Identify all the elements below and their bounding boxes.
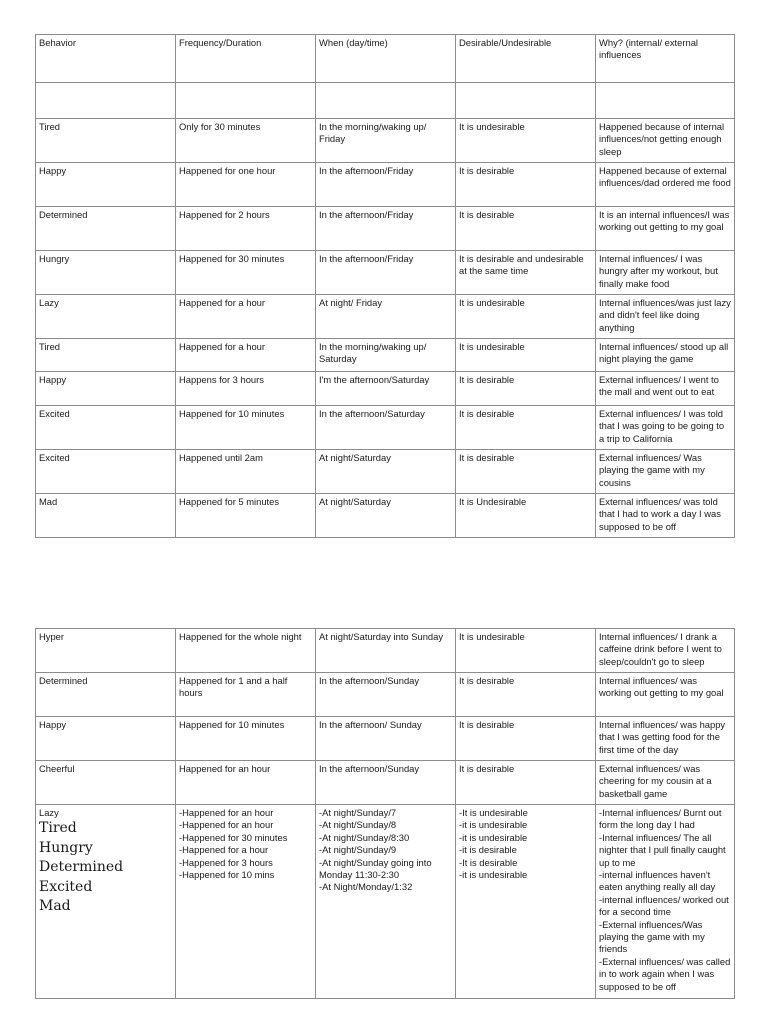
table-row [36, 251, 735, 295]
frequency-cell: Happened for an hour [176, 761, 316, 805]
header-frequency-duration: Frequency/Duration [176, 35, 316, 83]
behavior-cell: Tired [36, 119, 176, 163]
desirable-cell: It is undesirable [456, 119, 596, 163]
cell-line: -At night/Sunday/9 [319, 844, 397, 856]
desirable-cell: It is undesirable [456, 339, 596, 372]
why-cell: Internal influences/ was happy that I was getting food for the first time of the day [596, 717, 735, 761]
cell-line-large: Excited [39, 878, 93, 895]
frequency-cell: Happened for 5 minutes [176, 494, 316, 538]
frequency-cell: Happened for 1 and a half hours [176, 673, 316, 717]
why-cell: External influences/ I was told that I was going to be going to a trip to California [596, 406, 735, 450]
cell-line: -Happened for an hour [179, 807, 274, 818]
when-cell: In the afternoon/Sunday [316, 761, 456, 805]
behavior-cell: Hungry [36, 251, 176, 295]
frequency-cell: Happened for the whole night [176, 629, 316, 673]
when-cell [316, 805, 456, 999]
when-cell: In the morning/waking up/ Saturday [316, 339, 456, 372]
cell-line: -It is desirable [459, 856, 518, 868]
desirable-cell: It is undesirable [456, 629, 596, 673]
cell-line: -internal influences/ worked out for a second time [599, 893, 729, 918]
cell-line-large: Mad [39, 898, 71, 915]
when-cell: In the afternoon/Friday [316, 251, 456, 295]
frequency-cell: Happened for a hour [176, 295, 316, 339]
why-cell: External influences/ Was playing the game with my cousins [596, 450, 735, 494]
cell-line: -Internal influences/ The all nighter that I pull finally caught up to me [599, 831, 726, 868]
when-cell: At night/Saturday [316, 494, 456, 538]
when-cell: At night/ Friday [316, 295, 456, 339]
behavior-log-table-1 [35, 34, 735, 538]
desirable-cell: It is desirable [456, 372, 596, 406]
why-cell: Internal influences/ I was hungry after my workout, but finally make food [596, 251, 735, 295]
behavior-cell: Tired [36, 339, 176, 372]
table-row [36, 761, 735, 805]
cell-line: -internal influences haven't eaten anything really all day [599, 869, 716, 893]
why-cell: Internal influences/ I drank a caffeine drink before I went to sleep/couldn't go to sleep [596, 629, 735, 673]
behavior-cell [36, 83, 176, 119]
why-cell: External influences/ was told that I had to work a day I was supposed to be off [596, 494, 735, 538]
behavior-cell: Lazy [36, 295, 176, 339]
cell-line: -Happened for 3 hours [179, 856, 273, 868]
behavior-cell: Happy [36, 717, 176, 761]
desirable-cell [456, 805, 596, 999]
table-row [36, 207, 735, 251]
behavior-cell: Happy [36, 372, 176, 406]
table-row [36, 717, 735, 761]
when-cell: In the afternoon/ Sunday [316, 717, 456, 761]
cell-line-large: Tired [39, 820, 77, 837]
why-cell: Happened because of external influences/dad ordered me food [596, 163, 735, 207]
table-row [36, 629, 735, 673]
when-cell: I'm the afternoon/Saturday [316, 372, 456, 406]
cell-line: -External influences/Was playing the game with my friends [599, 918, 705, 955]
table-2-body [36, 629, 735, 999]
why-cell: Internal influences/was just lazy and didn't feel like doing anything [596, 295, 735, 339]
cell-line-large: Determined [39, 859, 124, 876]
frequency-cell: Happened for one hour [176, 163, 316, 207]
frequency-cell: Happened for a hour [176, 339, 316, 372]
behavior-cell: Happy [36, 163, 176, 207]
table-row [36, 494, 735, 538]
why-cell: Internal influences/ stood up all night playing the game [596, 339, 735, 372]
table-row [36, 295, 735, 339]
cell-line: -Happened for an hour [179, 819, 274, 831]
frequency-cell [176, 83, 316, 119]
cell-line: -it is undesirable [459, 831, 528, 843]
cell-line: -Internal influences/ Burnt out form the long day I had [599, 807, 722, 831]
table-row [36, 372, 735, 406]
table-1-body [36, 35, 735, 538]
desirable-cell: It is undesirable [456, 295, 596, 339]
desirable-cell: It is desirable [456, 207, 596, 251]
table-row-summary [36, 805, 735, 999]
when-cell: In the afternoon/Sunday [316, 673, 456, 717]
when-cell: At night/Saturday [316, 450, 456, 494]
frequency-cell: Happened for 2 hours [176, 207, 316, 251]
table-row [36, 83, 735, 119]
cell-line: -Happened for 30 minutes [179, 831, 288, 843]
desirable-cell [456, 83, 596, 119]
why-cell: External influences/ I went to the mall and went out to eat [596, 372, 735, 406]
header-why: Why? (internal/ external influences [596, 35, 735, 83]
behavior-cell: Cheerful [36, 761, 176, 805]
header-behavior: Behavior [36, 35, 176, 83]
cell-line: -At Night/Monday/1:32 [319, 881, 413, 893]
frequency-cell: Happened until 2am [176, 450, 316, 494]
cell-line: -It is undesirable [459, 807, 528, 818]
table-row [36, 406, 735, 450]
behavior-cell: Mad [36, 494, 176, 538]
desirable-cell: It is desirable and undesirable at the same time [456, 251, 596, 295]
desirable-cell: It is desirable [456, 406, 596, 450]
cell-line: -Happened for 10 mins [179, 869, 275, 881]
desirable-cell: It is desirable [456, 761, 596, 805]
when-cell: In the afternoon/Friday [316, 207, 456, 251]
when-cell: At night/Saturday into Sunday [316, 629, 456, 673]
cell-line: -At night/Sunday/8:30 [319, 831, 410, 843]
why-cell [596, 805, 735, 999]
when-cell: In the morning/waking up/ Friday [316, 119, 456, 163]
table-row [36, 339, 735, 372]
desirable-cell: It is desirable [456, 717, 596, 761]
desirable-cell: It is Undesirable [456, 494, 596, 538]
why-cell: Happened because of internal influences/not getting enough sleep [596, 119, 735, 163]
desirable-cell: It is desirable [456, 163, 596, 207]
table-row [36, 163, 735, 207]
cell-line: -it is desirable [459, 844, 517, 856]
cell-line-large: Hungry [39, 839, 93, 856]
cell-line: -External influences/ was called in to work again when I was supposed to be off [599, 955, 731, 992]
behavior-cell: Determined [36, 207, 176, 251]
behavior-cell: Excited [36, 450, 176, 494]
frequency-cell: Only for 30 minutes [176, 119, 316, 163]
frequency-cell [176, 805, 316, 999]
behavior-log-table-2 [35, 628, 735, 999]
cell-line: -At night/Sunday/7 [319, 807, 397, 818]
why-cell [596, 83, 735, 119]
frequency-cell: Happens for 3 hours [176, 372, 316, 406]
frequency-cell: Happened for 30 minutes [176, 251, 316, 295]
when-cell: In the afternoon/Saturday [316, 406, 456, 450]
why-cell: It is an internal influences/I was working out getting to my goal [596, 207, 735, 251]
table-header-row [36, 35, 735, 83]
cell-line: -At night/Sunday going into Monday 11:30-2:30 [319, 856, 432, 881]
cell-line: Lazy [39, 807, 59, 818]
why-cell: External influences/ was cheering for my cousin at a basketball game [596, 761, 735, 805]
behavior-cell [36, 805, 176, 999]
why-cell: Internal influences/ was working out getting to my goal [596, 673, 735, 717]
desirable-cell: It is desirable [456, 450, 596, 494]
table-row [36, 673, 735, 717]
frequency-cell: Happened for 10 minutes [176, 406, 316, 450]
behavior-cell: Hyper [36, 629, 176, 673]
desirable-cell: It is desirable [456, 673, 596, 717]
cell-line: -At night/Sunday/8 [319, 819, 397, 831]
header-desirable-undesirable: Desirable/Undesirable [456, 35, 596, 83]
cell-line: -it is undesirable [459, 869, 528, 881]
table-row [36, 119, 735, 163]
cell-line: -it is undesirable [459, 819, 528, 831]
frequency-cell: Happened for 10 minutes [176, 717, 316, 761]
cell-line: -Happened for a hour [179, 844, 269, 856]
header-when: When (day/time) [316, 35, 456, 83]
table-row [36, 450, 735, 494]
when-cell: In the afternoon/Friday [316, 163, 456, 207]
behavior-cell: Excited [36, 406, 176, 450]
behavior-cell: Determined [36, 673, 176, 717]
when-cell [316, 83, 456, 119]
